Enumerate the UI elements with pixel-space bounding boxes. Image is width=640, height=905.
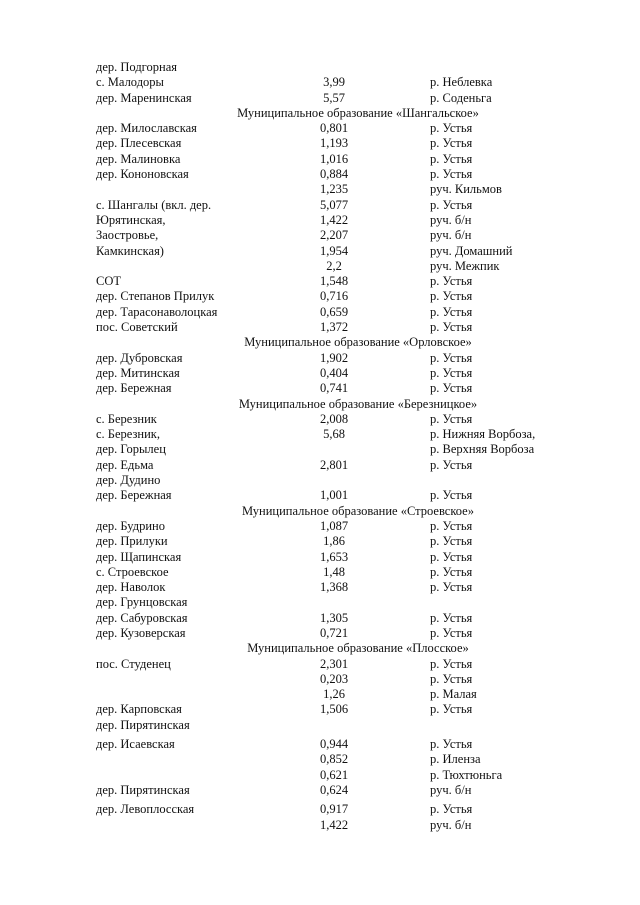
source-cell: р. Устья bbox=[430, 197, 473, 212]
table-row bbox=[0, 580, 640, 595]
table-row bbox=[0, 274, 640, 289]
table-row bbox=[0, 259, 640, 274]
table-row bbox=[0, 412, 640, 427]
value-cell: 1,087 bbox=[319, 518, 349, 533]
value-cell: 0,659 bbox=[319, 304, 349, 319]
settlement-cell: дер. Дудино bbox=[96, 473, 161, 488]
settlement-cell: дер. Кузоверская bbox=[96, 625, 186, 640]
value-cell: 0,621 bbox=[319, 767, 349, 782]
source-cell: руч. Межпик bbox=[430, 258, 500, 273]
value-cell: 2,008 bbox=[319, 411, 349, 426]
table-row bbox=[0, 289, 640, 304]
table-row bbox=[0, 244, 640, 259]
table-row bbox=[0, 519, 640, 534]
value-cell: 2,2 bbox=[326, 258, 342, 273]
source-cell: р. Устья bbox=[430, 671, 473, 686]
settlement-cell: дер. Горылец bbox=[96, 442, 166, 457]
source-cell: р. Устья bbox=[430, 702, 473, 717]
settlement-cell: дер. Будрино bbox=[96, 518, 165, 533]
table-row bbox=[0, 167, 640, 182]
section-header: Муниципальное образование «Строевское» bbox=[242, 503, 474, 518]
settlement-cell: дер. Пирятинская bbox=[96, 782, 190, 797]
value-cell: 0,404 bbox=[319, 365, 349, 380]
settlement-cell: дер. Степанов Прилук bbox=[96, 289, 215, 304]
settlement-cell: дер. Щапинская bbox=[96, 549, 182, 564]
table-row bbox=[0, 783, 640, 798]
source-cell: руч. б/н bbox=[430, 817, 472, 832]
source-cell: руч. б/н bbox=[430, 782, 472, 797]
source-cell: р. Верхняя Ворбоза bbox=[430, 442, 535, 457]
source-cell: р. Устья bbox=[430, 518, 473, 533]
section-header: Муниципальное образование «Шангальское» bbox=[237, 105, 479, 120]
value-cell: 1,548 bbox=[319, 274, 349, 289]
section-header: Муниципальное образование «Плосское» bbox=[247, 641, 469, 656]
table-row bbox=[0, 657, 640, 672]
settlement-cell: дер. Прилуки bbox=[96, 534, 168, 549]
table-row bbox=[0, 305, 640, 320]
table-row bbox=[0, 702, 640, 717]
table-row bbox=[0, 488, 640, 503]
source-cell: р. Устья bbox=[430, 381, 473, 396]
value-cell: 1,235 bbox=[319, 182, 349, 197]
section-header-row bbox=[0, 397, 640, 412]
source-cell: р. Устья bbox=[430, 802, 473, 817]
table-row bbox=[0, 611, 640, 626]
value-cell: 1,506 bbox=[319, 702, 349, 717]
table-row bbox=[0, 802, 640, 817]
source-cell: р. Устья bbox=[430, 289, 473, 304]
source-cell: р. Тюхтюньга bbox=[430, 767, 503, 782]
settlement-cell: дер. Маренинская bbox=[96, 90, 192, 105]
settlement-cell: дер. Исаевская bbox=[96, 737, 175, 752]
source-cell: р. Устья bbox=[430, 656, 473, 671]
value-cell: 0,624 bbox=[319, 782, 349, 797]
value-cell: 1,902 bbox=[319, 350, 349, 365]
value-cell: 1,016 bbox=[319, 151, 349, 166]
table-row bbox=[0, 198, 640, 213]
settlement-cell: дер. Пирятинская bbox=[96, 717, 190, 732]
value-cell: 0,917 bbox=[319, 802, 349, 817]
settlement-cell: пос. Советский bbox=[96, 320, 178, 335]
table-row bbox=[0, 75, 640, 90]
settlement-cell: с. Строевское bbox=[96, 564, 169, 579]
settlement-cell: дер. Малиновка bbox=[96, 151, 181, 166]
settlement-cell: с. Шангалы (вкл. дер. bbox=[96, 197, 212, 212]
source-cell: р. Устья bbox=[430, 167, 473, 182]
section-header: Муниципальное образование «Орловское» bbox=[244, 335, 472, 350]
section-header-row bbox=[0, 335, 640, 350]
value-cell: 2,301 bbox=[319, 656, 349, 671]
table-row bbox=[0, 818, 640, 833]
section-header-row bbox=[0, 641, 640, 656]
settlement-cell: дер. Бережная bbox=[96, 488, 172, 503]
source-cell: р. Устья bbox=[430, 625, 473, 640]
settlement-cell: с. Березник bbox=[96, 411, 157, 426]
value-cell: 0,852 bbox=[319, 752, 349, 767]
source-cell: р. Устья bbox=[430, 534, 473, 549]
value-cell: 0,203 bbox=[319, 671, 349, 686]
settlement-cell: с. Малодоры bbox=[96, 75, 164, 90]
table-row bbox=[0, 687, 640, 702]
source-cell: р. Устья bbox=[430, 274, 473, 289]
value-cell: 0,741 bbox=[319, 381, 349, 396]
table-row bbox=[0, 91, 640, 106]
settlement-cell: дер. Милославская bbox=[96, 121, 197, 136]
table-row bbox=[0, 550, 640, 565]
source-cell: р. Устья bbox=[430, 580, 473, 595]
settlement-cell: дер. Тарасонаволоцкая bbox=[96, 304, 218, 319]
source-cell: р. Неблевка bbox=[430, 75, 493, 90]
table-row bbox=[0, 136, 640, 151]
source-cell: р. Устья bbox=[430, 411, 473, 426]
settlement-cell: Заостровье, bbox=[96, 228, 159, 243]
settlement-cell: дер. Дубровская bbox=[96, 350, 183, 365]
value-cell: 3,99 bbox=[323, 75, 345, 90]
table-row bbox=[0, 182, 640, 197]
table-row bbox=[0, 595, 640, 610]
source-cell: р. Устья bbox=[430, 121, 473, 136]
table-row bbox=[0, 60, 640, 75]
table-row bbox=[0, 473, 640, 488]
settlement-cell: дер. Плесевская bbox=[96, 136, 182, 151]
table-row bbox=[0, 565, 640, 580]
settlement-cell: дер. Левоплосская bbox=[96, 802, 195, 817]
settlement-cell: СОТ bbox=[96, 274, 121, 289]
source-cell: руч. б/н bbox=[430, 212, 472, 227]
value-cell: 1,48 bbox=[323, 564, 345, 579]
table-row bbox=[0, 366, 640, 381]
source-cell: р. Устья bbox=[430, 564, 473, 579]
settlement-cell: дер. Кононовская bbox=[96, 167, 189, 182]
table-row bbox=[0, 121, 640, 136]
source-cell: р. Устья bbox=[430, 610, 473, 625]
value-cell: 1,422 bbox=[319, 817, 349, 832]
value-cell: 0,716 bbox=[319, 289, 349, 304]
source-cell: р. Иленза bbox=[430, 752, 481, 767]
value-cell: 5,57 bbox=[323, 90, 345, 105]
settlement-cell: дер. Митинская bbox=[96, 365, 180, 380]
table-row bbox=[0, 442, 640, 457]
table-row bbox=[0, 351, 640, 366]
settlement-cell: дер. Карповская bbox=[96, 702, 182, 717]
table-row bbox=[0, 768, 640, 783]
source-cell: р. Устья bbox=[430, 365, 473, 380]
section-header-row bbox=[0, 504, 640, 519]
value-cell: 1,001 bbox=[319, 488, 349, 503]
table-row bbox=[0, 427, 640, 442]
value-cell: 5,077 bbox=[319, 197, 349, 212]
source-cell: р. Соденьга bbox=[430, 90, 492, 105]
source-cell: р. Устья bbox=[430, 549, 473, 564]
value-cell: 0,944 bbox=[319, 737, 349, 752]
table-row bbox=[0, 320, 640, 335]
settlement-cell: дер. Едьма bbox=[96, 457, 154, 472]
source-cell: р. Устья bbox=[430, 737, 473, 752]
source-cell: р. Устья bbox=[430, 136, 473, 151]
value-cell: 2,207 bbox=[319, 228, 349, 243]
source-cell: р. Устья bbox=[430, 457, 473, 472]
table-row bbox=[0, 381, 640, 396]
table-row bbox=[0, 672, 640, 687]
settlement-cell: дер. Подгорная bbox=[96, 60, 177, 74]
section-header: Муниципальное образование «Березницкое» bbox=[238, 396, 478, 411]
value-cell: 1,422 bbox=[319, 212, 349, 227]
value-cell: 0,721 bbox=[319, 625, 349, 640]
value-cell: 0,884 bbox=[319, 167, 349, 182]
table-row bbox=[0, 534, 640, 549]
value-cell: 1,372 bbox=[319, 320, 349, 335]
value-cell: 5,68 bbox=[323, 427, 345, 442]
table-row bbox=[0, 752, 640, 767]
value-cell: 1,653 bbox=[319, 549, 349, 564]
table-row bbox=[0, 213, 640, 228]
settlement-cell: Камкинская) bbox=[96, 243, 164, 258]
table-row bbox=[0, 152, 640, 167]
source-cell: руч. б/н bbox=[430, 228, 472, 243]
value-cell: 0,801 bbox=[319, 121, 349, 136]
value-cell: 2,801 bbox=[319, 457, 349, 472]
source-cell: руч. Домашний bbox=[430, 243, 513, 258]
settlement-cell: Юрятинская, bbox=[96, 212, 166, 227]
value-cell: 1,193 bbox=[319, 136, 349, 151]
settlement-cell: с. Березник, bbox=[96, 427, 160, 442]
section-header-row bbox=[0, 106, 640, 121]
source-cell: р. Устья bbox=[430, 488, 473, 503]
value-cell: 1,305 bbox=[319, 610, 349, 625]
source-cell: р. Нижняя Ворбоза, bbox=[430, 427, 536, 442]
settlement-cell: дер. Бережная bbox=[96, 381, 172, 396]
settlement-cell: пос. Студенец bbox=[96, 656, 171, 671]
source-cell: р. Устья bbox=[430, 350, 473, 365]
table-row bbox=[0, 718, 640, 733]
table-row bbox=[0, 458, 640, 473]
value-cell: 1,954 bbox=[319, 243, 349, 258]
settlement-cell: дер. Грунцовская bbox=[96, 595, 188, 610]
source-cell: руч. Кильмов bbox=[430, 182, 502, 197]
table-row bbox=[0, 626, 640, 641]
source-cell: р. Устья bbox=[430, 151, 473, 166]
document-table bbox=[0, 60, 640, 833]
settlement-cell: дер. Сабуровская bbox=[96, 610, 188, 625]
table-row bbox=[0, 228, 640, 243]
settlement-cell: дер. Наволок bbox=[96, 580, 166, 595]
source-cell: р. Устья bbox=[430, 320, 473, 335]
value-cell: 1,26 bbox=[323, 687, 345, 702]
value-cell: 1,368 bbox=[319, 580, 349, 595]
source-cell: р. Малая bbox=[430, 687, 477, 702]
value-cell: 1,86 bbox=[323, 534, 345, 549]
table-row bbox=[0, 737, 640, 752]
source-cell: р. Устья bbox=[430, 304, 473, 319]
